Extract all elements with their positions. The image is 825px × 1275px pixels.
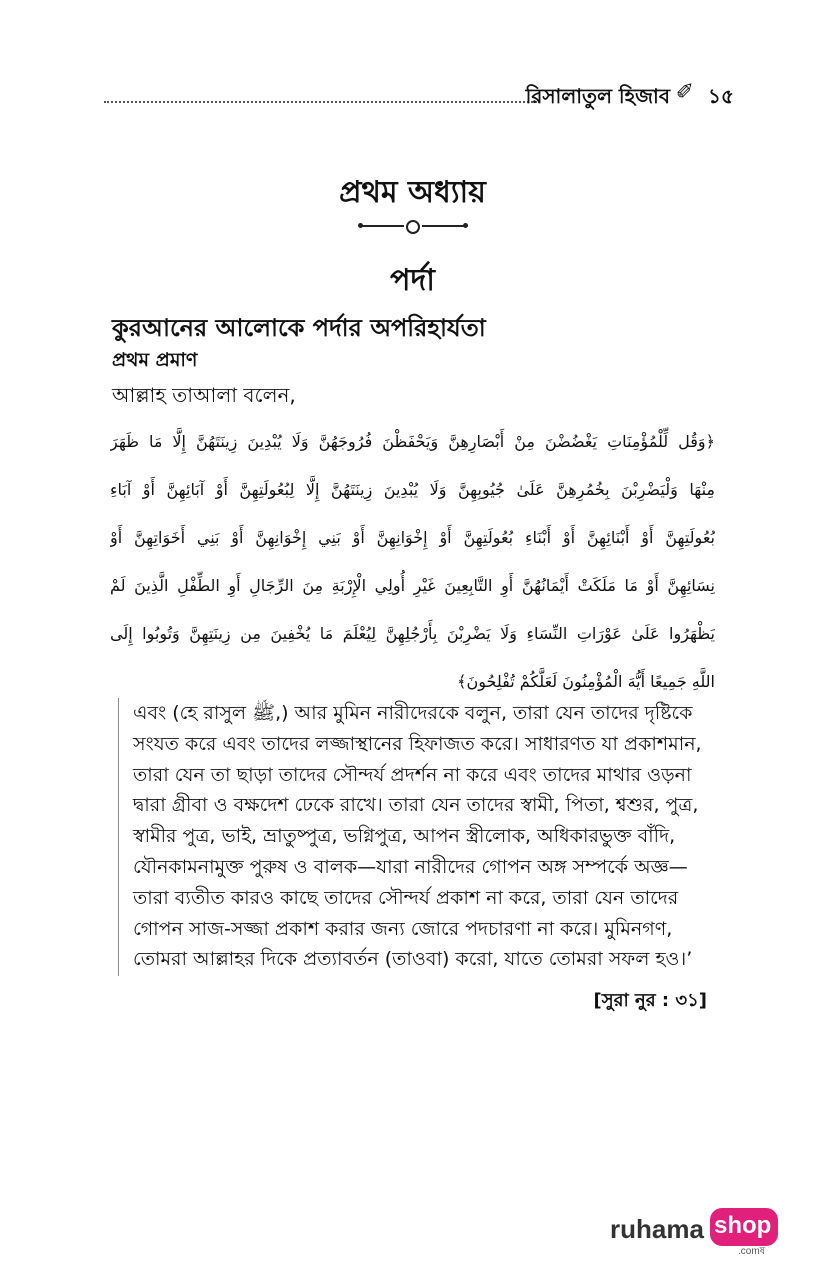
translation-line: গোপন সাজ-সজ্জা প্রকাশ করার জন্য জোরে পদচারণা না করে। মুমিনগণ, xyxy=(133,917,673,940)
page-number: ১৫ xyxy=(708,84,734,108)
chapter-title: প্রথম অধ্যায় xyxy=(339,175,486,210)
arabic-line: اللَّهِ جَمِيعًا أَيُّهَ الْمُؤْمِنُونَ لَعَلَّكُمْ تُفْلِحُونَ﴾ xyxy=(457,672,715,691)
section-title: পর্দা xyxy=(390,263,435,298)
proof-heading: প্রথম প্রমাণ xyxy=(112,349,198,371)
pen-icon: ✐ xyxy=(675,80,694,105)
arabic-line: يَظْهَرُوا عَلَىٰ عَوْرَاتِ النِّسَاءِ وَلَا يَضْرِبْنَ بِأَرْجُلِهِنَّ لِيُعْلَمَ مَا يُخْفِينَ مِن زِينَتِهِنَّ وَتُوبُوا إِلَى xyxy=(110,624,715,643)
ornament-divider xyxy=(360,218,466,234)
logo-text-com: .comষ xyxy=(738,1246,766,1257)
header-dotted-rule xyxy=(104,101,540,103)
translation-line: তোমরা আল্লাহর দিকে প্রত্যাবর্তন (তাওবা) করো, যাতে তোমরা সফল হও।’ xyxy=(133,948,693,971)
running-header xyxy=(104,78,734,110)
translation-quote xyxy=(118,698,718,976)
arabic-line: بُعُولَتِهِنَّ أَوْ أَبْنَائِهِنَّ أَوْ أَبْنَاءِ بُعُولَتِهِنَّ أَوْ إِخْوَانِهِنَّ أَوْ بَنِي إِخْوَانِهِنَّ أَوْ بَنِي أَخَوَاتِهِنَّ أَوْ xyxy=(110,528,715,547)
logo-text-shop: shop xyxy=(714,1212,772,1239)
translation-line: সংযত করে এবং তাদের লজ্জাস্থানের হিফাজত করে। সাধারণত যা প্রকাশমান, xyxy=(133,732,702,755)
intro-text: আল্লাহ তাআলা বলেন, xyxy=(112,383,296,407)
translation-line: এবং (হে রাসুল ﷺ,) আর মুমিন নারীদেরকে বলুন, তারা যেন তাদের দৃষ্টিকে xyxy=(133,702,693,724)
ruhama-shop-logo xyxy=(610,1208,780,1257)
arabic-line: مِنْهَا وَلْيَضْرِبْنَ بِخُمُرِهِنَّ عَلَىٰ جُيُوبِهِنَّ وَلَا يُبْدِينَ زِينَتَهُنَّ إِلَّا لِبُعُولَتِهِنَّ أَوْ آبَائِهِنَّ أَوْ آبَاءِ xyxy=(110,480,715,499)
arabic-line: نِسَائِهِنَّ أَوْ مَا مَلَكَتْ أَيْمَانُهُنَّ أَوِ التَّابِعِينَ غَيْرِ أُولِي الْإِرْبَةِ مِنَ الرِّجَالِ أَوِ الطِّفْلِ الَّذِينَ لَمْ xyxy=(110,576,715,595)
verse-reference: [সুরা নুর : ৩১] xyxy=(593,990,707,1011)
logo-text-ruhama: ruhama xyxy=(610,1214,704,1244)
translation-line: দ্বারা গ্রীবা ও বক্ষদেশ ঢেকে রাখে। তারা যেন তাদের স্বামী, পিতা, শ্বশুর, পুত্র, xyxy=(133,794,699,817)
arabic-verse xyxy=(110,418,715,706)
book-title: রিসালাতুল হিজাব xyxy=(525,84,670,108)
translation-line: তারা ব্যতীত কারও কাছে তাদের সৌন্দর্য প্রকাশ না করে, তারা যেন তাদের xyxy=(133,886,679,909)
translation-line: তারা যেন তা ছাড়া তাদের সৌন্দর্য প্রদর্শন না করে এবং তাদের মাথার ওড়না xyxy=(133,763,692,786)
arabic-line: ﴿وَقُل لِّلْمُؤْمِنَاتِ يَغْضُضْنَ مِنْ أَبْصَارِهِنَّ وَيَحْفَظْنَ فُرُوجَهُنَّ وَلَا يُبْدِينَ زِينَتَهُنَّ إِلَّا مَا ظَهَرَ xyxy=(110,432,715,451)
translation-line: স্বামীর পুত্র, ভাই, ভ্রাতুষ্পুত্র, ভগ্নিপুত্র, আপন স্ত্রীলোক, অধিকারভুক্ত বাঁদি, xyxy=(133,825,676,848)
subheading: কুরআনের আলোকে পর্দার অপরিহার্যতা xyxy=(112,314,486,342)
translation-line: যৌনকামনামুক্ত পুরুষ ও বালক—যারা নারীদের গোপন অঙ্গ সম্পর্কে অজ্ঞ— xyxy=(133,855,688,878)
